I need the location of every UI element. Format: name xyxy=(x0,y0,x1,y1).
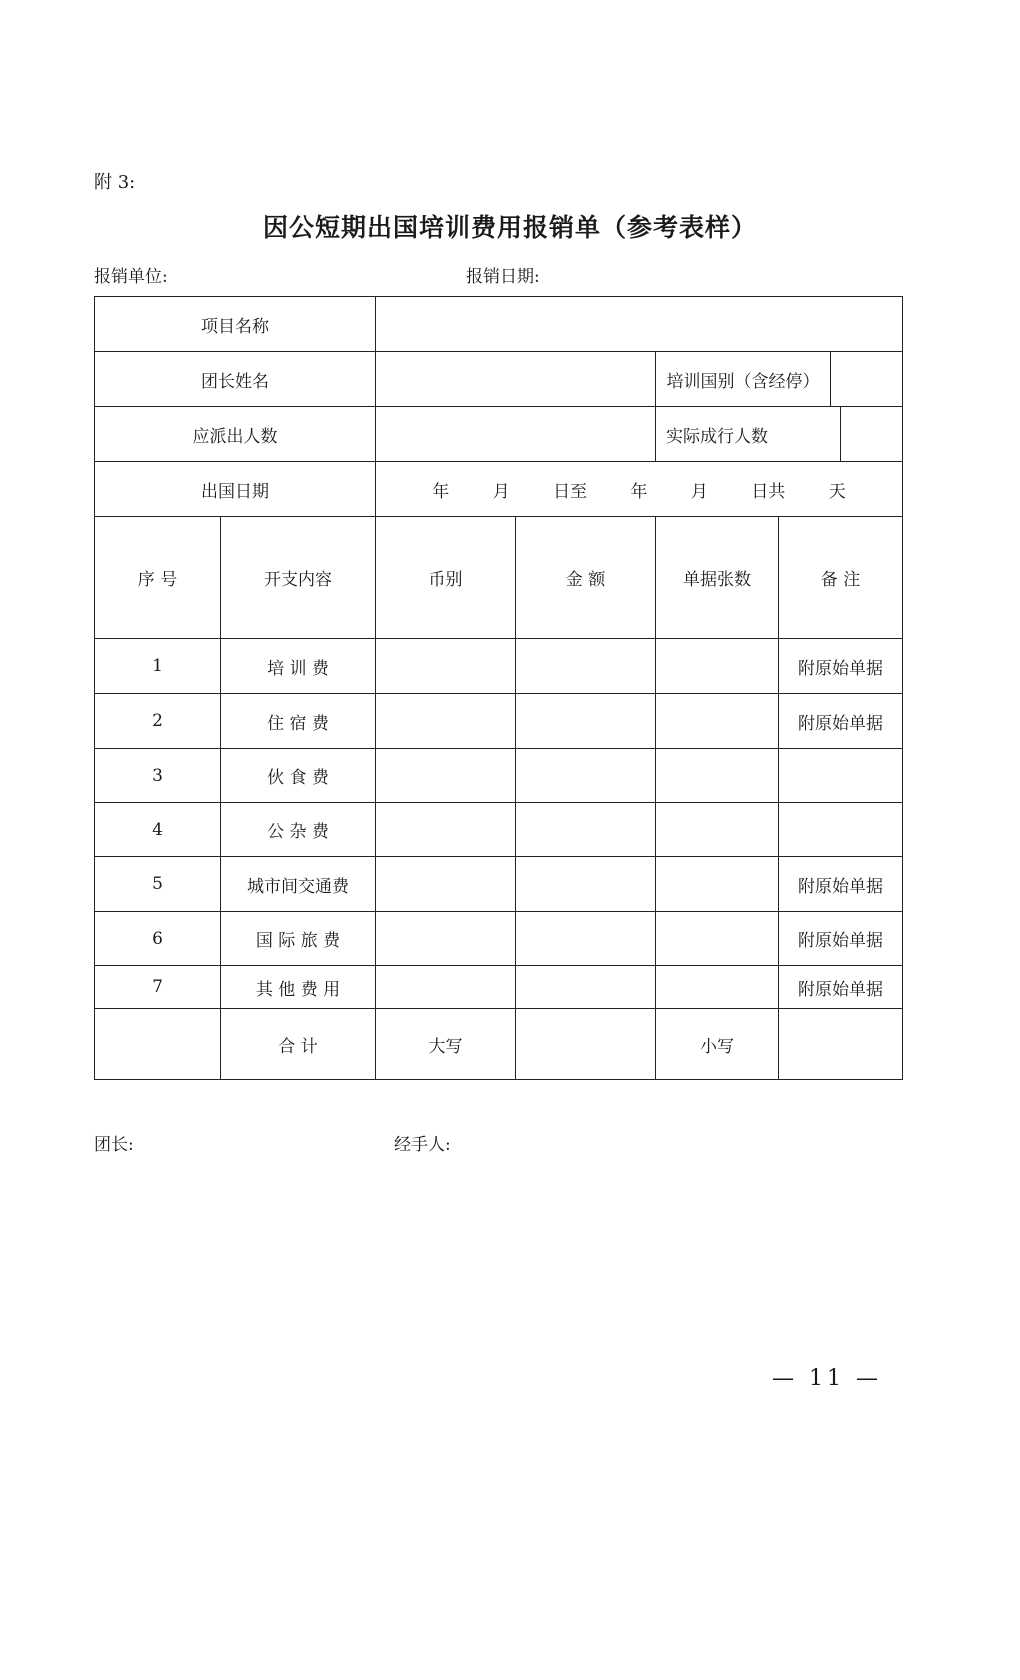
reimbursement-form-table xyxy=(94,296,903,1080)
col-header-receipts: 单据张数 xyxy=(656,517,779,639)
row-currency-field[interactable] xyxy=(376,912,516,966)
row-item: 伙 食 费 xyxy=(221,749,376,803)
total-label: 合 计 xyxy=(221,1009,376,1080)
row-no: 3 xyxy=(95,749,221,803)
row-note: 附原始单据 xyxy=(779,639,903,694)
row-amount-field[interactable] xyxy=(516,912,656,966)
appendix-label: 附 3: xyxy=(94,172,136,193)
page-number: — 11 — xyxy=(772,1366,882,1391)
row-currency-field[interactable] xyxy=(376,803,516,857)
date-year-1: 年 xyxy=(432,481,450,502)
row-note: 附原始单据 xyxy=(779,966,903,1009)
row-no: 6 xyxy=(95,912,221,966)
col-header-currency: 币别 xyxy=(376,517,516,639)
table-row xyxy=(95,966,903,1009)
row-note: 附原始单据 xyxy=(779,694,903,749)
leader-signature-label: 团长: xyxy=(94,1135,134,1155)
departure-date-label: 出国日期 xyxy=(95,462,376,517)
reimbursement-unit-label: 报销单位: xyxy=(94,267,168,287)
row-note: 附原始单据 xyxy=(779,857,903,912)
table-row xyxy=(95,912,903,966)
date-year-2: 年 xyxy=(630,481,648,502)
uppercase-amount-field[interactable] xyxy=(516,1009,656,1080)
date-days: 天 xyxy=(828,481,846,502)
col-header-note: 备 注 xyxy=(779,517,903,639)
row-amount-field[interactable] xyxy=(516,857,656,912)
row-no: 5 xyxy=(95,857,221,912)
row-item: 公 杂 费 xyxy=(221,803,376,857)
departure-date-field[interactable] xyxy=(376,462,903,517)
row-currency-field[interactable] xyxy=(376,966,516,1009)
row-currency-field[interactable] xyxy=(376,694,516,749)
row-item: 城市间交通费 xyxy=(221,857,376,912)
country-cell xyxy=(656,352,903,407)
lowercase-label: 小写 xyxy=(656,1009,779,1080)
total-no-cell xyxy=(95,1009,221,1080)
document-title: 因公短期出国培训费用报销单（参考表样） xyxy=(262,213,757,242)
leader-name-label: 团长姓名 xyxy=(95,352,376,407)
col-header-content: 开支内容 xyxy=(221,517,376,639)
col-header-amount: 金 额 xyxy=(516,517,656,639)
table-row xyxy=(95,639,903,694)
row-amount-field[interactable] xyxy=(516,639,656,694)
row-item: 培 训 费 xyxy=(221,639,376,694)
row-no: 7 xyxy=(95,966,221,1009)
row-receipts-field[interactable] xyxy=(656,639,779,694)
row-receipts-field[interactable] xyxy=(656,857,779,912)
column-header-row xyxy=(95,517,903,639)
uppercase-label: 大写 xyxy=(376,1009,516,1080)
table-row xyxy=(95,749,903,803)
row-note xyxy=(779,749,903,803)
date-day-total: 日共 xyxy=(751,481,786,502)
leader-name-field[interactable] xyxy=(376,352,656,407)
planned-count-field[interactable] xyxy=(376,407,656,462)
row-receipts-field[interactable] xyxy=(656,966,779,1009)
training-country-label: 培训国别（含经停） xyxy=(656,352,831,406)
row-receipts-field[interactable] xyxy=(656,694,779,749)
table-row xyxy=(95,857,903,912)
date-month-1: 月 xyxy=(492,481,510,502)
row-currency-field[interactable] xyxy=(376,857,516,912)
row-no: 2 xyxy=(95,694,221,749)
handler-signature-label: 经手人: xyxy=(394,1135,451,1155)
row-note xyxy=(779,803,903,857)
reimbursement-date-label: 报销日期: xyxy=(466,267,540,287)
lowercase-amount-field[interactable] xyxy=(779,1009,903,1080)
row-amount-field[interactable] xyxy=(516,694,656,749)
row-receipts-field[interactable] xyxy=(656,749,779,803)
date-month-2: 月 xyxy=(690,481,708,502)
row-item: 住 宿 费 xyxy=(221,694,376,749)
date-day-to: 日至 xyxy=(553,481,588,502)
planned-count-label: 应派出人数 xyxy=(95,407,376,462)
project-name-field[interactable] xyxy=(376,297,903,352)
row-no: 4 xyxy=(95,803,221,857)
row-no: 1 xyxy=(95,639,221,694)
total-row xyxy=(95,1009,903,1080)
row-receipts-field[interactable] xyxy=(656,912,779,966)
row-currency-field[interactable] xyxy=(376,749,516,803)
col-header-no: 序 号 xyxy=(95,517,221,639)
project-name-label: 项目名称 xyxy=(95,297,376,352)
actual-count-label: 实际成行人数 xyxy=(656,407,841,461)
row-item: 国 际 旅 费 xyxy=(221,912,376,966)
actual-count-cell xyxy=(656,407,903,462)
row-currency-field[interactable] xyxy=(376,639,516,694)
row-receipts-field[interactable] xyxy=(656,803,779,857)
actual-count-field[interactable] xyxy=(841,407,902,461)
row-amount-field[interactable] xyxy=(516,966,656,1009)
row-amount-field[interactable] xyxy=(516,803,656,857)
training-country-field[interactable] xyxy=(831,352,902,406)
row-amount-field[interactable] xyxy=(516,749,656,803)
row-note: 附原始单据 xyxy=(779,912,903,966)
row-item: 其 他 费 用 xyxy=(221,966,376,1009)
table-row xyxy=(95,694,903,749)
table-row xyxy=(95,803,903,857)
